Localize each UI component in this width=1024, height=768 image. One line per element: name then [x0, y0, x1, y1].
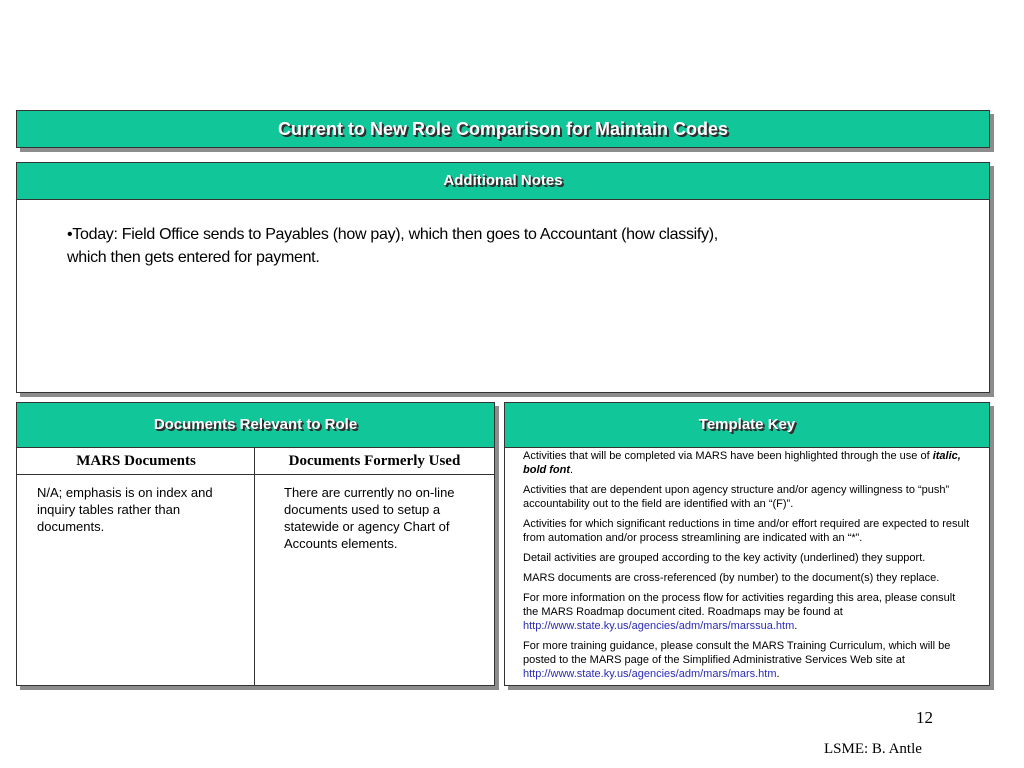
- key-item: Activities that are dependent upon agency structure and/or agency willingness to “push” accountability out to the field are identified with an “(F)”.: [523, 484, 950, 510]
- additional-notes-body: [67, 223, 787, 269]
- documents-panel: [16, 402, 495, 686]
- column-divider: [254, 448, 255, 685]
- documents-table: [17, 448, 494, 685]
- page-number: 12: [916, 708, 933, 727]
- footer-credit: LSME: B. Antle: [824, 741, 922, 757]
- roadmap-link[interactable]: http://www.state.ky.us/agencies/adm/mars/marssua.htm: [523, 620, 795, 632]
- note-line-1: •Today: Field Office sends to Payables (how pay), which then goes to Accountant (how classify),: [67, 226, 718, 243]
- page-title: Current to New Role Comparison for Maintain Codes: [277, 119, 729, 139]
- note-line-2: which then gets entered for payment.: [67, 249, 320, 266]
- key-item: For more information on the process flow for activities regarding this area, please consult the MARS Roadmap document cited. Roadmaps may be found at http://www.state.ky.us/agencies/adm/mars/marssua.htm.: [523, 592, 956, 632]
- key-item: For more training guidance, please consult the MARS Training Curriculum, which will be posted to the MARS page of the Simplified Administrative Services Web site at http://www.state.ky.us/agencies/adm/mars/mars.htm.: [523, 640, 951, 680]
- template-key-header: [505, 403, 989, 448]
- additional-notes-header: [17, 163, 989, 200]
- title-bar: [16, 110, 990, 148]
- additional-notes-panel: [16, 162, 990, 393]
- column-header-formerly-used: Documents Formerly Used: [255, 448, 494, 475]
- key-item: Activities that will be completed via MARS have been highlighted through the use of italic, bold font.: [523, 450, 961, 476]
- column-header-mars-documents: MARS Documents: [17, 448, 255, 475]
- template-key-body: [523, 449, 973, 687]
- template-key-title: Template Key: [698, 416, 796, 433]
- key-item: MARS documents are cross-referenced (by number) to the document(s) they replace.: [523, 572, 940, 584]
- documents-header: [17, 403, 494, 448]
- mars-documents-cell: N/A; emphasis is on index and inquiry tables rather than documents.: [37, 485, 213, 534]
- template-key-panel: [504, 402, 990, 686]
- documents-title: Documents Relevant to Role: [153, 416, 358, 433]
- key-item: Detail activities are grouped according to the key activity (underlined) they support.: [523, 552, 926, 564]
- formerly-used-cell: There are currently no on-line documents used to setup a statewide or agency Chart of Accounts elements.: [284, 485, 455, 551]
- mars-page-link[interactable]: http://www.state.ky.us/agencies/adm/mars/mars.htm: [523, 668, 777, 680]
- key-item: Activities for which significant reductions in time and/or effort required are expected to result from automation and/or process streamlining are indicated with an “*”.: [523, 518, 970, 544]
- additional-notes-title: Additional Notes: [443, 172, 563, 189]
